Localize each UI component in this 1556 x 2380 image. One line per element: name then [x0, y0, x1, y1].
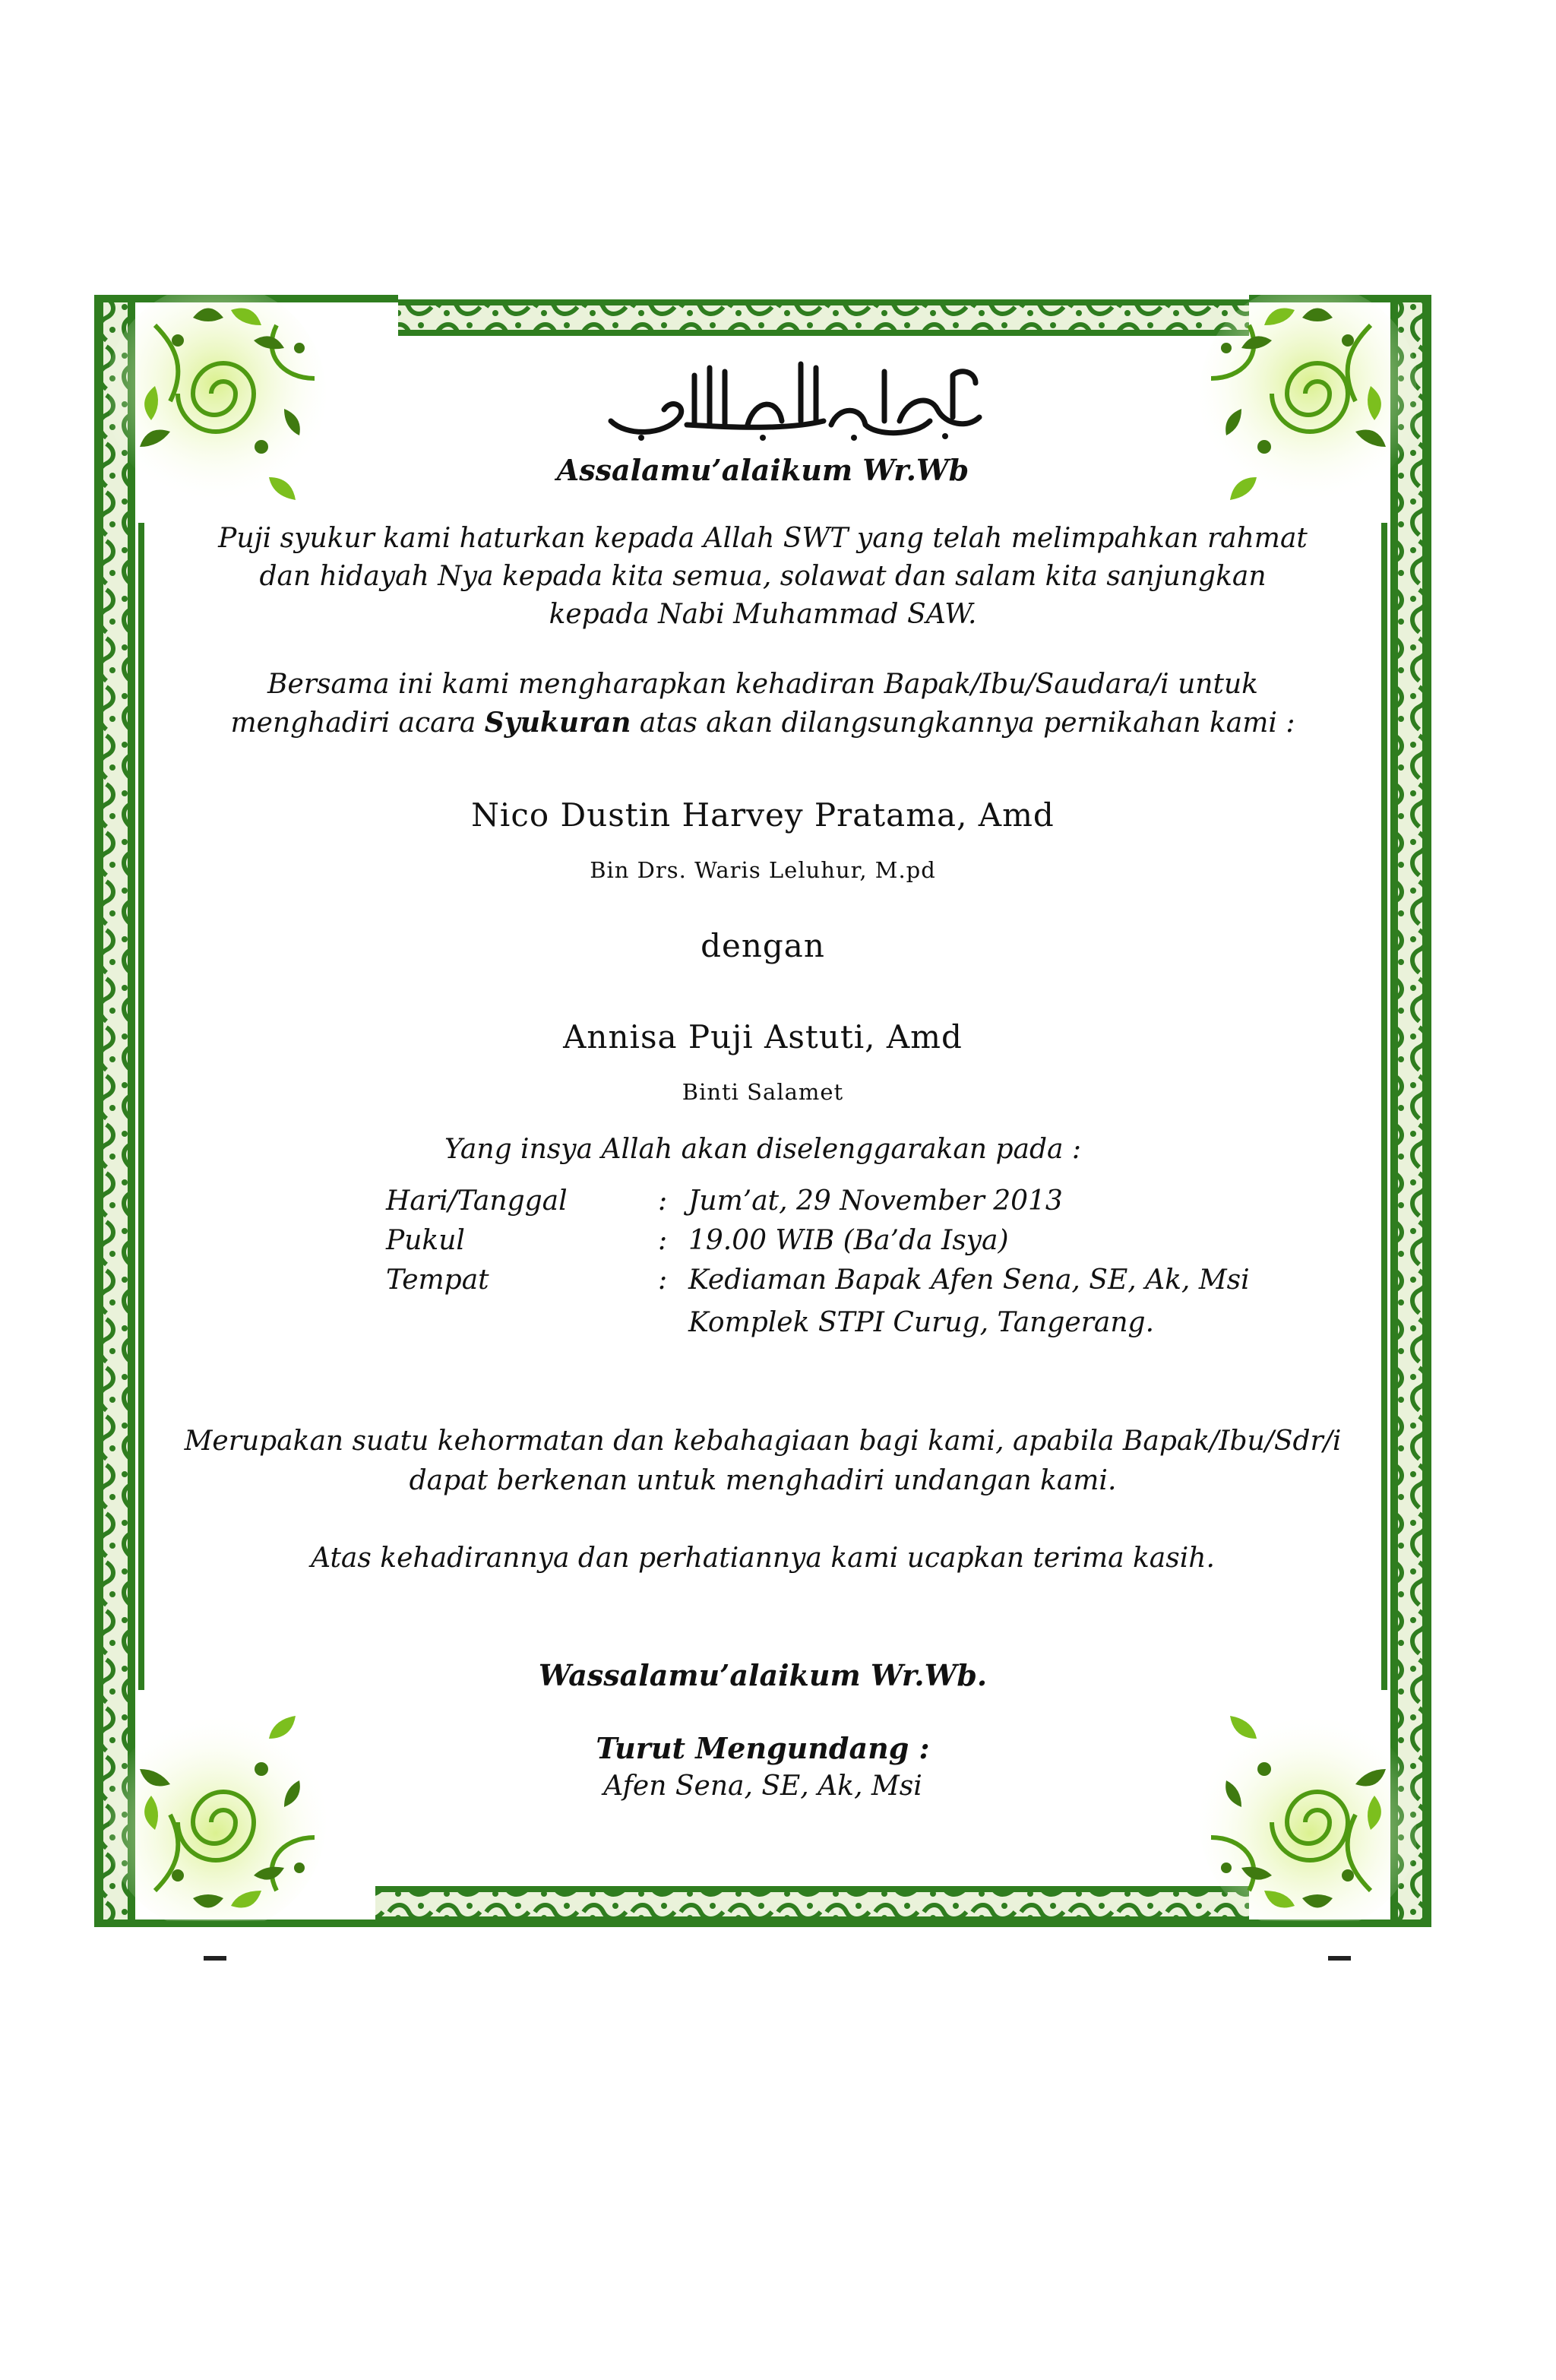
floral-corner-ornament-icon [109, 295, 337, 523]
invitation-card [94, 295, 1431, 1927]
floral-corner-ornament-icon [1188, 295, 1416, 523]
closing-greeting: Wassalamu’alaikum Wr.Wb. [538, 1658, 988, 1692]
intro-line-3: kepada Nabi Muhammad SAW. [549, 599, 977, 630]
detail-value-place: Kediaman Bapak Afen Sena, SE, Ak, Msi [688, 1264, 1250, 1296]
inviter-label: Turut Mengundang : [596, 1731, 930, 1765]
invitation-line-2 [94, 707, 1431, 739]
closing-line-2: dapat berkenan untuk menghadiri undangan kami. [409, 1465, 1117, 1496]
thanks-line: Atas kehadirannya dan perhatiannya kami ucapkan terima kasih. [311, 1543, 1215, 1574]
intro-line-1: Puji syukur kami haturkan kepada Allah SWT yang telah melimpahkan rahmat [218, 523, 1308, 554]
detail-value-time: 19.00 WIB (Ba’da Isya) [688, 1225, 1009, 1256]
invitation-line-2-after: atas akan dilangsungkannya pernikahan kami : [639, 707, 1295, 739]
detail-value-address: Komplek STPI Curug, Tangerang. [688, 1307, 1155, 1338]
opening-greeting: Assalamu’alaikum Wr.Wb [556, 453, 969, 487]
schedule-intro: Yang insya Allah akan diselenggarakan pada : [444, 1134, 1082, 1165]
floral-corner-ornament-icon [1188, 1693, 1416, 1921]
groom-name: Nico Dustin Harvey Pratama, Amd [471, 796, 1055, 834]
invitation-line-1: Bersama ini kami mengharapkan kehadiran Bapak/Ibu/Saudara/i untuk [267, 669, 1258, 700]
groom-parent: Bin Drs. Waris Leluhur, M.pd [590, 857, 936, 883]
detail-separator: : [658, 1185, 668, 1217]
detail-value-date: Jum’at, 29 November 2013 [688, 1185, 1063, 1217]
intro-line-2: dan hidayah Nya kepada kita semua, solawat dan salam kita sanjungkan [259, 561, 1267, 592]
inviter-name: Afen Sena, SE, Ak, Msi [603, 1771, 922, 1802]
bride-parent: Binti Salamet [682, 1079, 844, 1105]
scan-mark-right [1328, 1956, 1351, 1961]
detail-separator: : [658, 1264, 668, 1296]
invitation-line-2-before: menghadiri acara [230, 707, 476, 739]
event-name: Syukuran [484, 707, 631, 739]
floral-corner-ornament-icon [109, 1693, 337, 1921]
closing-line-1: Merupakan suatu kehormatan dan kebahagiaan bagi kami, apabila Bapak/Ibu/Sdr/i [184, 1426, 1342, 1457]
bride-name: Annisa Puji Astuti, Amd [563, 1018, 963, 1055]
bismillah-calligraphy-icon [596, 353, 991, 444]
detail-label-time: Pukul [386, 1225, 465, 1256]
detail-label-date: Hari/Tanggal [386, 1185, 568, 1217]
scan-mark-left [204, 1956, 226, 1961]
conjunction: dengan [701, 927, 825, 964]
detail-label-place: Tempat [386, 1264, 489, 1296]
detail-separator: : [658, 1225, 668, 1256]
